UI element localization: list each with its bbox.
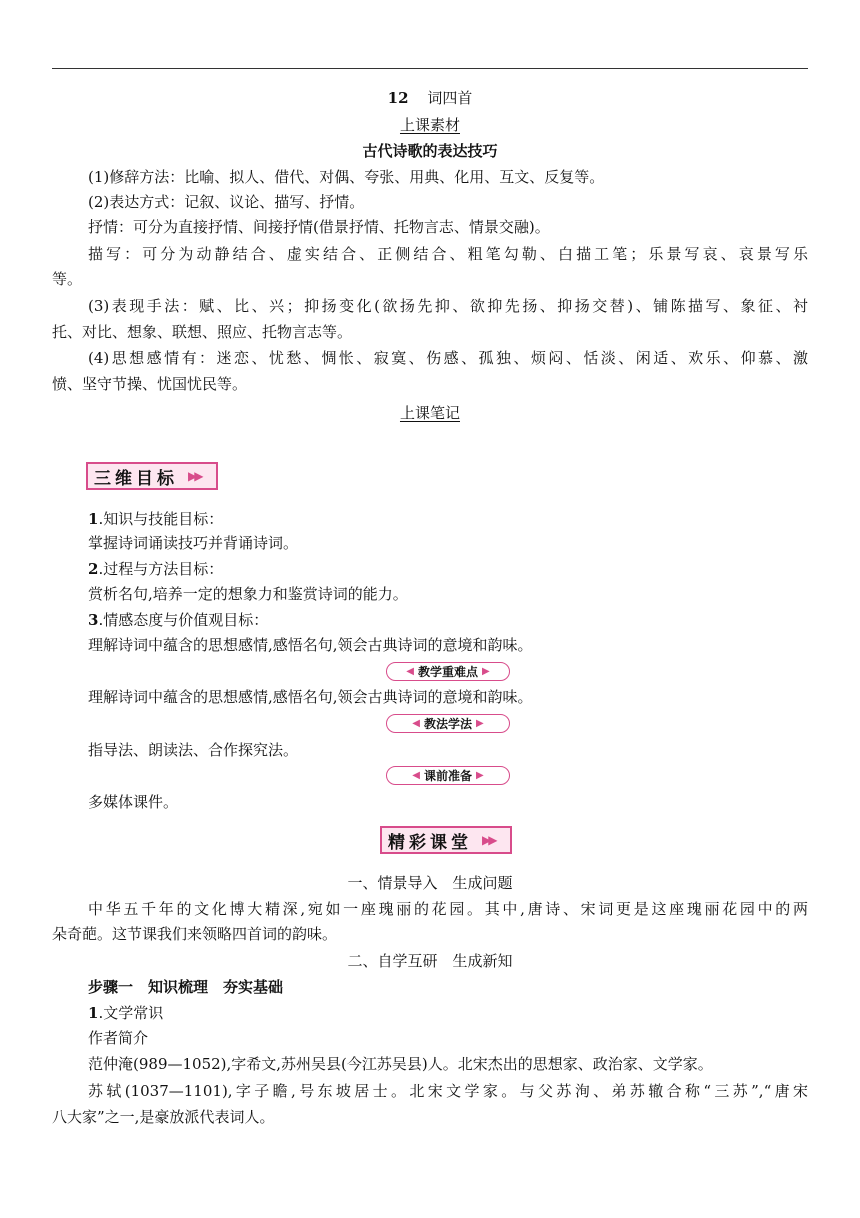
pill-key-points	[386, 662, 510, 681]
materials-p5a: (3)表现手法：赋、比、兴；抑扬变化(欲扬先抑、欲抑先扬、抑扬交替)、铺陈描写、象征、衬	[88, 297, 808, 315]
author-su-shi-b: 八大家”之一,是豪放派代表词人。	[52, 1108, 275, 1126]
banner-three-goals-label: 三维目标	[94, 468, 178, 489]
notes-heading: 上课笔记	[399, 404, 460, 422]
intro-paragraph-a: 中华五千年的文化博大精深,宛如一座瑰丽的花园。其中,唐诗、宋词更是这座瑰丽花园中的两	[88, 900, 808, 918]
step-1-heading: 步骤一 知识梳理 夯实基础	[88, 978, 284, 996]
materials-p5b: 托、对比、想象、联想、照应、托物言志等。	[52, 323, 353, 341]
preparation-text: 多媒体课件。	[88, 793, 179, 811]
double-arrow-icon: ▶▶	[188, 469, 201, 483]
chevron-right-icon: ▶	[476, 718, 484, 729]
materials-heading-row	[52, 113, 808, 137]
chevron-left-icon: ◀	[412, 770, 420, 781]
goal-3-number: 3	[88, 611, 99, 629]
pill-key-points-label: 教学重难点	[417, 665, 478, 679]
pill-preparation	[386, 766, 510, 785]
author-su-shi-a: 苏轼(1037—1101),字子瞻,号东坡居士。北宋文学家。与父苏洵、弟苏辙合称“三苏”,“唐宋	[88, 1082, 808, 1100]
goal-1-number: 1	[88, 510, 99, 528]
materials-title: 古代诗歌的表达技巧	[362, 142, 498, 160]
literature-heading	[88, 1001, 844, 1025]
literature-label: .文学常识	[98, 1004, 164, 1022]
pill-preparation-label: 课前准备	[423, 769, 472, 783]
banner-classroom-label: 精彩课堂	[388, 832, 472, 853]
goal-1-label: .知识与技能目标：	[98, 510, 224, 528]
author-fan-zhongyan: 范仲淹(989—1052),字希文,苏州吴县(今江苏吴县)人。北宋杰出的思想家、政治家、文学家。	[88, 1055, 713, 1073]
banner-classroom	[380, 826, 512, 854]
pill-methods	[386, 714, 510, 733]
lesson-number: 12	[387, 89, 409, 107]
materials-p6a: (4)思想感情有：迷恋、忧愁、惆怅、寂寞、伤感、孤独、烦闷、恬淡、闲适、欢乐、仰慕、激	[88, 349, 808, 367]
double-arrow-icon: ▶▶	[482, 833, 495, 847]
goal-2-text: 赏析名句,培养一定的想象力和鉴赏诗词的能力。	[88, 585, 408, 603]
goal-3-title	[88, 608, 844, 632]
lesson-name: 词四首	[427, 89, 473, 107]
header-rule	[52, 68, 808, 69]
materials-p1: (1)修辞方法：比喻、拟人、借代、对偶、夸张、用典、化用、互文、反复等。	[88, 168, 605, 186]
key-points-text: 理解诗词中蕴含的思想感情,感悟名句,领会古典诗词的意境和韵味。	[88, 688, 533, 706]
notes-heading-row	[52, 401, 808, 425]
goal-2-label: .过程与方法目标：	[98, 560, 224, 578]
literature-number: 1	[88, 1004, 99, 1022]
chevron-right-icon: ▶	[476, 770, 484, 781]
chevron-left-icon: ◀	[412, 718, 420, 729]
chevron-left-icon: ◀	[406, 666, 414, 677]
author-intro-heading: 作者简介	[88, 1029, 149, 1047]
intro-paragraph-b: 朵奇葩。这节课我们来领略四首词的韵味。	[52, 925, 338, 943]
banner-three-goals	[86, 462, 218, 490]
materials-p2: (2)表达方式：记叙、议论、描写、抒情。	[88, 193, 365, 211]
goal-1-title	[88, 507, 844, 531]
chevron-right-icon: ▶	[482, 666, 490, 677]
section-1-heading: 一、情景导入 生成问题	[347, 874, 513, 892]
section-2-heading: 二、自学互研 生成新知	[347, 952, 513, 970]
goal-3-label: .情感态度与价值观目标：	[98, 611, 269, 629]
methods-text: 指导法、朗读法、合作探究法。	[88, 741, 299, 759]
goal-2-number: 2	[88, 560, 99, 578]
materials-p4b: 等。	[52, 270, 83, 288]
goal-3-text: 理解诗词中蕴含的思想感情,感悟名句,领会古典诗词的意境和韵味。	[88, 636, 533, 654]
goal-2-title	[88, 557, 844, 581]
lesson-title	[52, 86, 808, 110]
pill-methods-label: 教法学法	[423, 717, 472, 731]
materials-p4a: 描写：可分为动静结合、虚实结合、正侧结合、粗笔勾勒、白描工笔；乐景写哀、哀景写乐	[88, 245, 808, 263]
materials-p6b: 愤、坚守节操、忧国忧民等。	[52, 375, 248, 393]
materials-p3: 抒情：可分为直接抒情、间接抒情(借景抒情、托物言志、情景交融)。	[88, 218, 550, 236]
materials-heading: 上课素材	[399, 116, 460, 134]
goal-1-text: 掌握诗词诵读技巧并背诵诗词。	[88, 534, 299, 552]
